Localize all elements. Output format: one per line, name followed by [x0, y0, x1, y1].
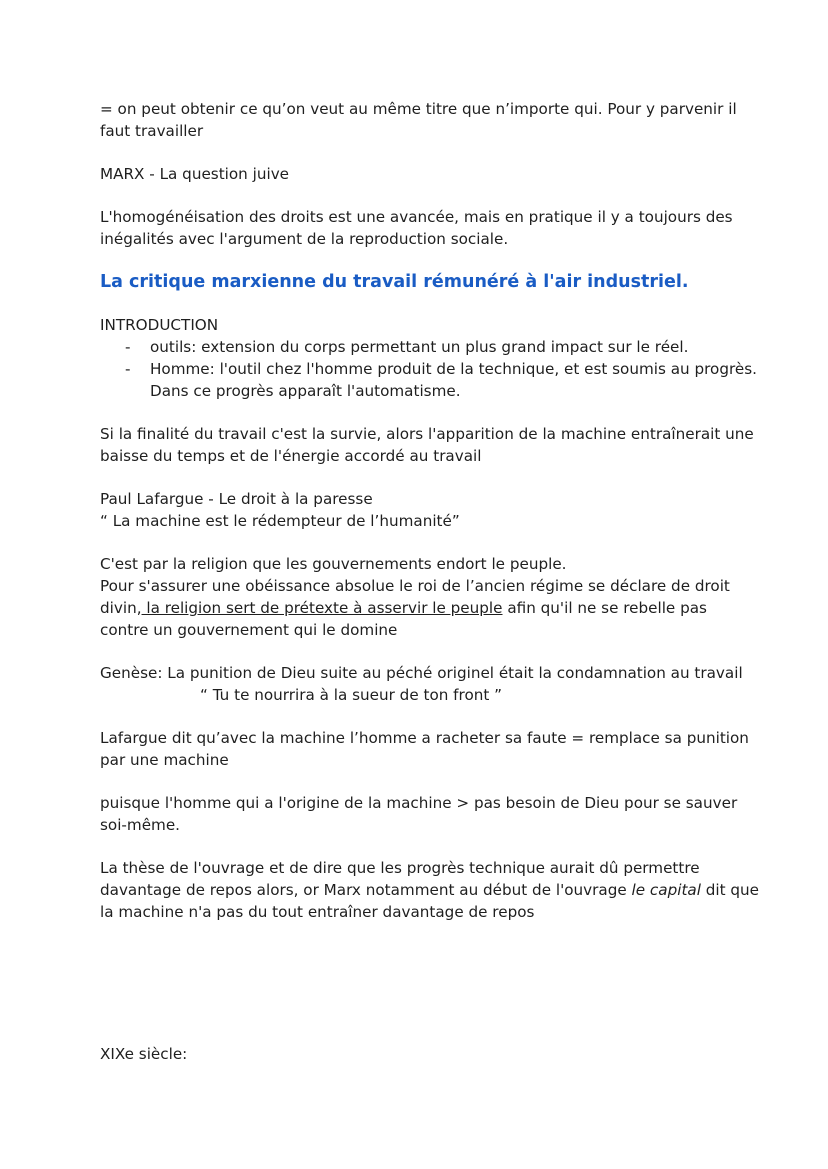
underlined-text: la religion sert de prétexte à asservir le peuple: [141, 599, 503, 617]
religion-text-end: afin qu'il ne se rebelle pas contre un gouvernement qui le domine: [100, 599, 707, 639]
religion-text-start: Pour s'assurer une obéissance absolue le roi de l’ancien régime se déclare de droit divin,: [100, 577, 730, 617]
these-text-start: La thèse de l'ouvrage et de dire que les progrès technique aurait dû permettre davantage de repos alors, or Marx notamment au début de l'ouvrage: [100, 859, 700, 899]
dash-bullet: -: [125, 360, 131, 378]
genese-line: Genèse: La punition de Dieu suite au péché originel était la condamnation au travail: [100, 664, 743, 682]
genese-quote: “ Tu te nourrira à la sueur de ton front ”: [200, 686, 503, 704]
document-body: [100, 98, 760, 923]
paragraph-finalite: Si la finalité du travail c'est la survie, alors l'apparition de la machine entraînerait une baisse du temps et de l'énergie accordé au travail: [100, 425, 754, 465]
marx-reference: MARX - La question juive: [100, 165, 290, 183]
these-text-end: dit que la machine n'a pas du tout entraîner davantage de repos: [100, 881, 760, 921]
introduction-label: INTRODUCTION: [100, 316, 219, 334]
list-item: [100, 358, 760, 402]
paragraph-homogenisation: L'homogénéisation des droits est une avancée, mais en pratique il y a toujours des inégalités avec l'argument de la reproduction sociale.: [100, 208, 733, 248]
religion-line: C'est par la religion que les gouvernements endort le peuple.: [100, 555, 567, 573]
list-item: [100, 336, 760, 358]
section-heading: La critique marxienne du travail rémunéré à l'air industriel.: [100, 272, 689, 292]
dash-bullet: -: [125, 338, 131, 356]
list-item-text: outils: extension du corps permettant un plus grand impact sur le réel.: [150, 338, 689, 356]
paragraph-lafargue: Lafargue dit qu’avec la machine l’homme a racheter sa faute = remplace sa punition par une machine: [100, 729, 749, 769]
paragraph-these: [100, 857, 760, 923]
paragraph-equality: = on peut obtenir ce qu’on veut au même titre que n’importe qui. Pour y parvenir il faut travailler: [100, 100, 737, 140]
lafargue-quote: “ La machine est le rédempteur de l’humanité”: [100, 512, 460, 530]
list-item-text: Homme: l'outil chez l'homme produit de la technique, et est soumis au progrès. Dans ce progrès apparaît l'automatisme.: [150, 360, 757, 400]
paragraph-dieu: puisque l'homme qui a l'origine de la machine > pas besoin de Dieu pour se sauver soi-même.: [100, 794, 738, 834]
italic-title: le capital: [631, 881, 701, 899]
religion-paragraph: [100, 575, 760, 641]
section-label-xixe: XIXe siècle:: [100, 1045, 188, 1063]
introduction-list: [100, 336, 760, 402]
lafargue-reference: Paul Lafargue - Le droit à la paresse: [100, 490, 373, 508]
